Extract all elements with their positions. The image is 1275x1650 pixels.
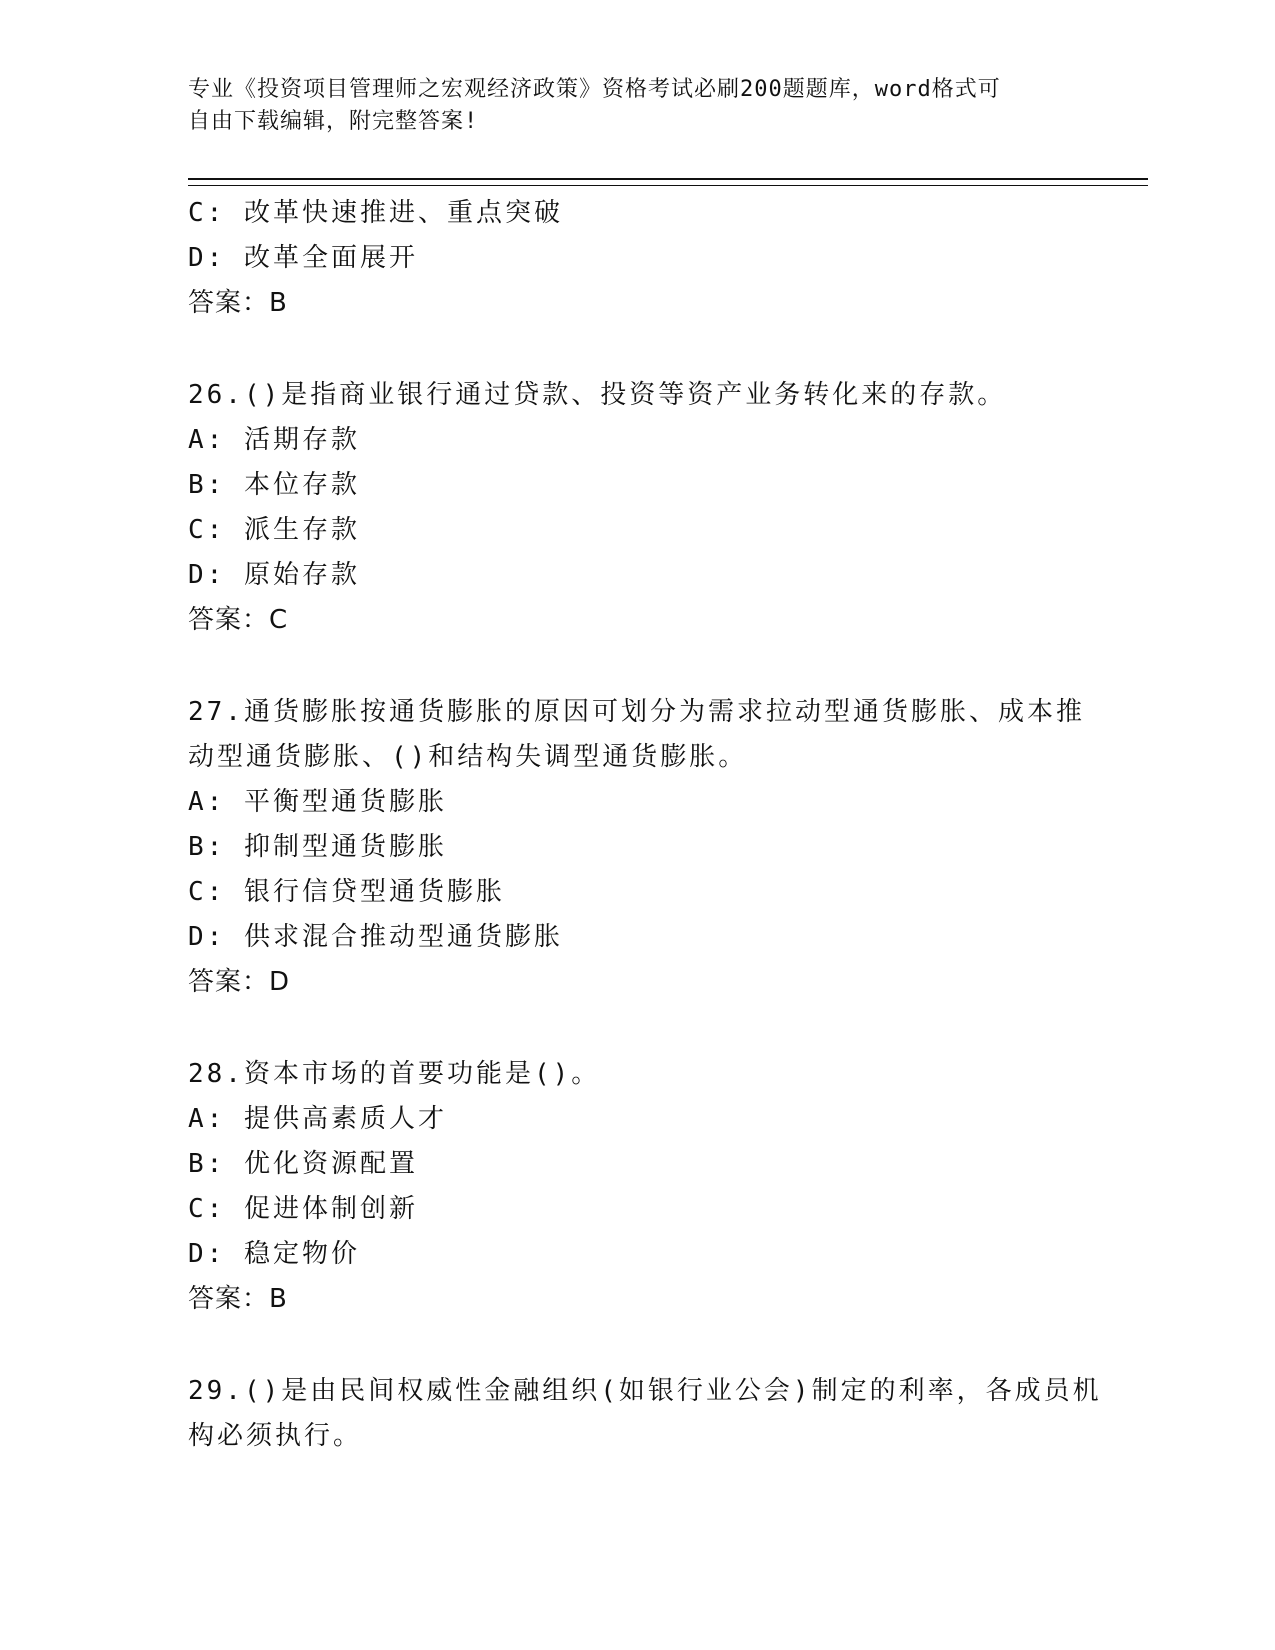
spacer xyxy=(188,326,1148,373)
option-b: B: 优化资源配置 xyxy=(188,1149,418,1179)
header-intro-line-2: 自由下载编辑，附完整答案! xyxy=(188,109,479,134)
question-27 xyxy=(188,690,1148,1005)
option-a: A: 活期存款 xyxy=(188,425,360,455)
option-c: C: 银行信贷型通货膨胀 xyxy=(188,877,505,907)
option-c: C: 促进体制创新 xyxy=(188,1194,418,1224)
question-stem-line-2: 动型通货膨胀、()和结构失调型通货膨胀。 xyxy=(188,742,748,772)
header-intro-line-1: 专业《投资项目管理师之宏观经济政策》资格考试必刷200题题库，word格式可 xyxy=(188,77,1001,102)
document-header xyxy=(188,74,1148,138)
question-25 xyxy=(188,191,1148,326)
option-d: D: 改革全面展开 xyxy=(188,243,418,273)
question-26 xyxy=(188,373,1148,643)
option-a: A: 提供高素质人才 xyxy=(188,1104,447,1134)
answer-label: 答案：B xyxy=(188,1284,288,1314)
option-b: B: 抑制型通货膨胀 xyxy=(188,832,447,862)
option-c: C: 改革快速推进、重点突破 xyxy=(188,198,563,228)
question-stem-line-2: 构必须执行。 xyxy=(188,1421,363,1451)
question-stem-line-1: 29.()是由民间权威性金融组织(如银行业公会)制定的利率，各成员机 xyxy=(188,1376,1102,1406)
spacer xyxy=(188,1005,1148,1052)
spacer xyxy=(188,643,1148,690)
option-c: C: 派生存款 xyxy=(188,515,360,545)
question-28 xyxy=(188,1052,1148,1322)
option-d: D: 原始存款 xyxy=(188,560,360,590)
answer-label: 答案：C xyxy=(188,605,289,635)
document-page xyxy=(188,74,1148,1459)
answer-label: 答案：B xyxy=(188,288,288,318)
spacer xyxy=(188,1322,1148,1369)
answer-label: 答案：D xyxy=(188,967,291,997)
question-stem-line-1: 27.通货膨胀按通货膨胀的原因可划分为需求拉动型通货膨胀、成本推 xyxy=(188,697,1085,727)
question-list xyxy=(188,191,1148,1459)
option-b: B: 本位存款 xyxy=(188,470,360,500)
option-a: A: 平衡型通货膨胀 xyxy=(188,787,447,817)
question-stem: 28.资本市场的首要功能是()。 xyxy=(188,1059,601,1089)
question-stem: 26.()是指商业银行通过贷款、投资等资产业务转化来的存款。 xyxy=(188,380,1007,410)
option-d: D: 供求混合推动型通货膨胀 xyxy=(188,922,563,952)
header-divider xyxy=(188,178,1148,186)
option-d: D: 稳定物价 xyxy=(188,1239,360,1269)
question-29 xyxy=(188,1369,1148,1459)
